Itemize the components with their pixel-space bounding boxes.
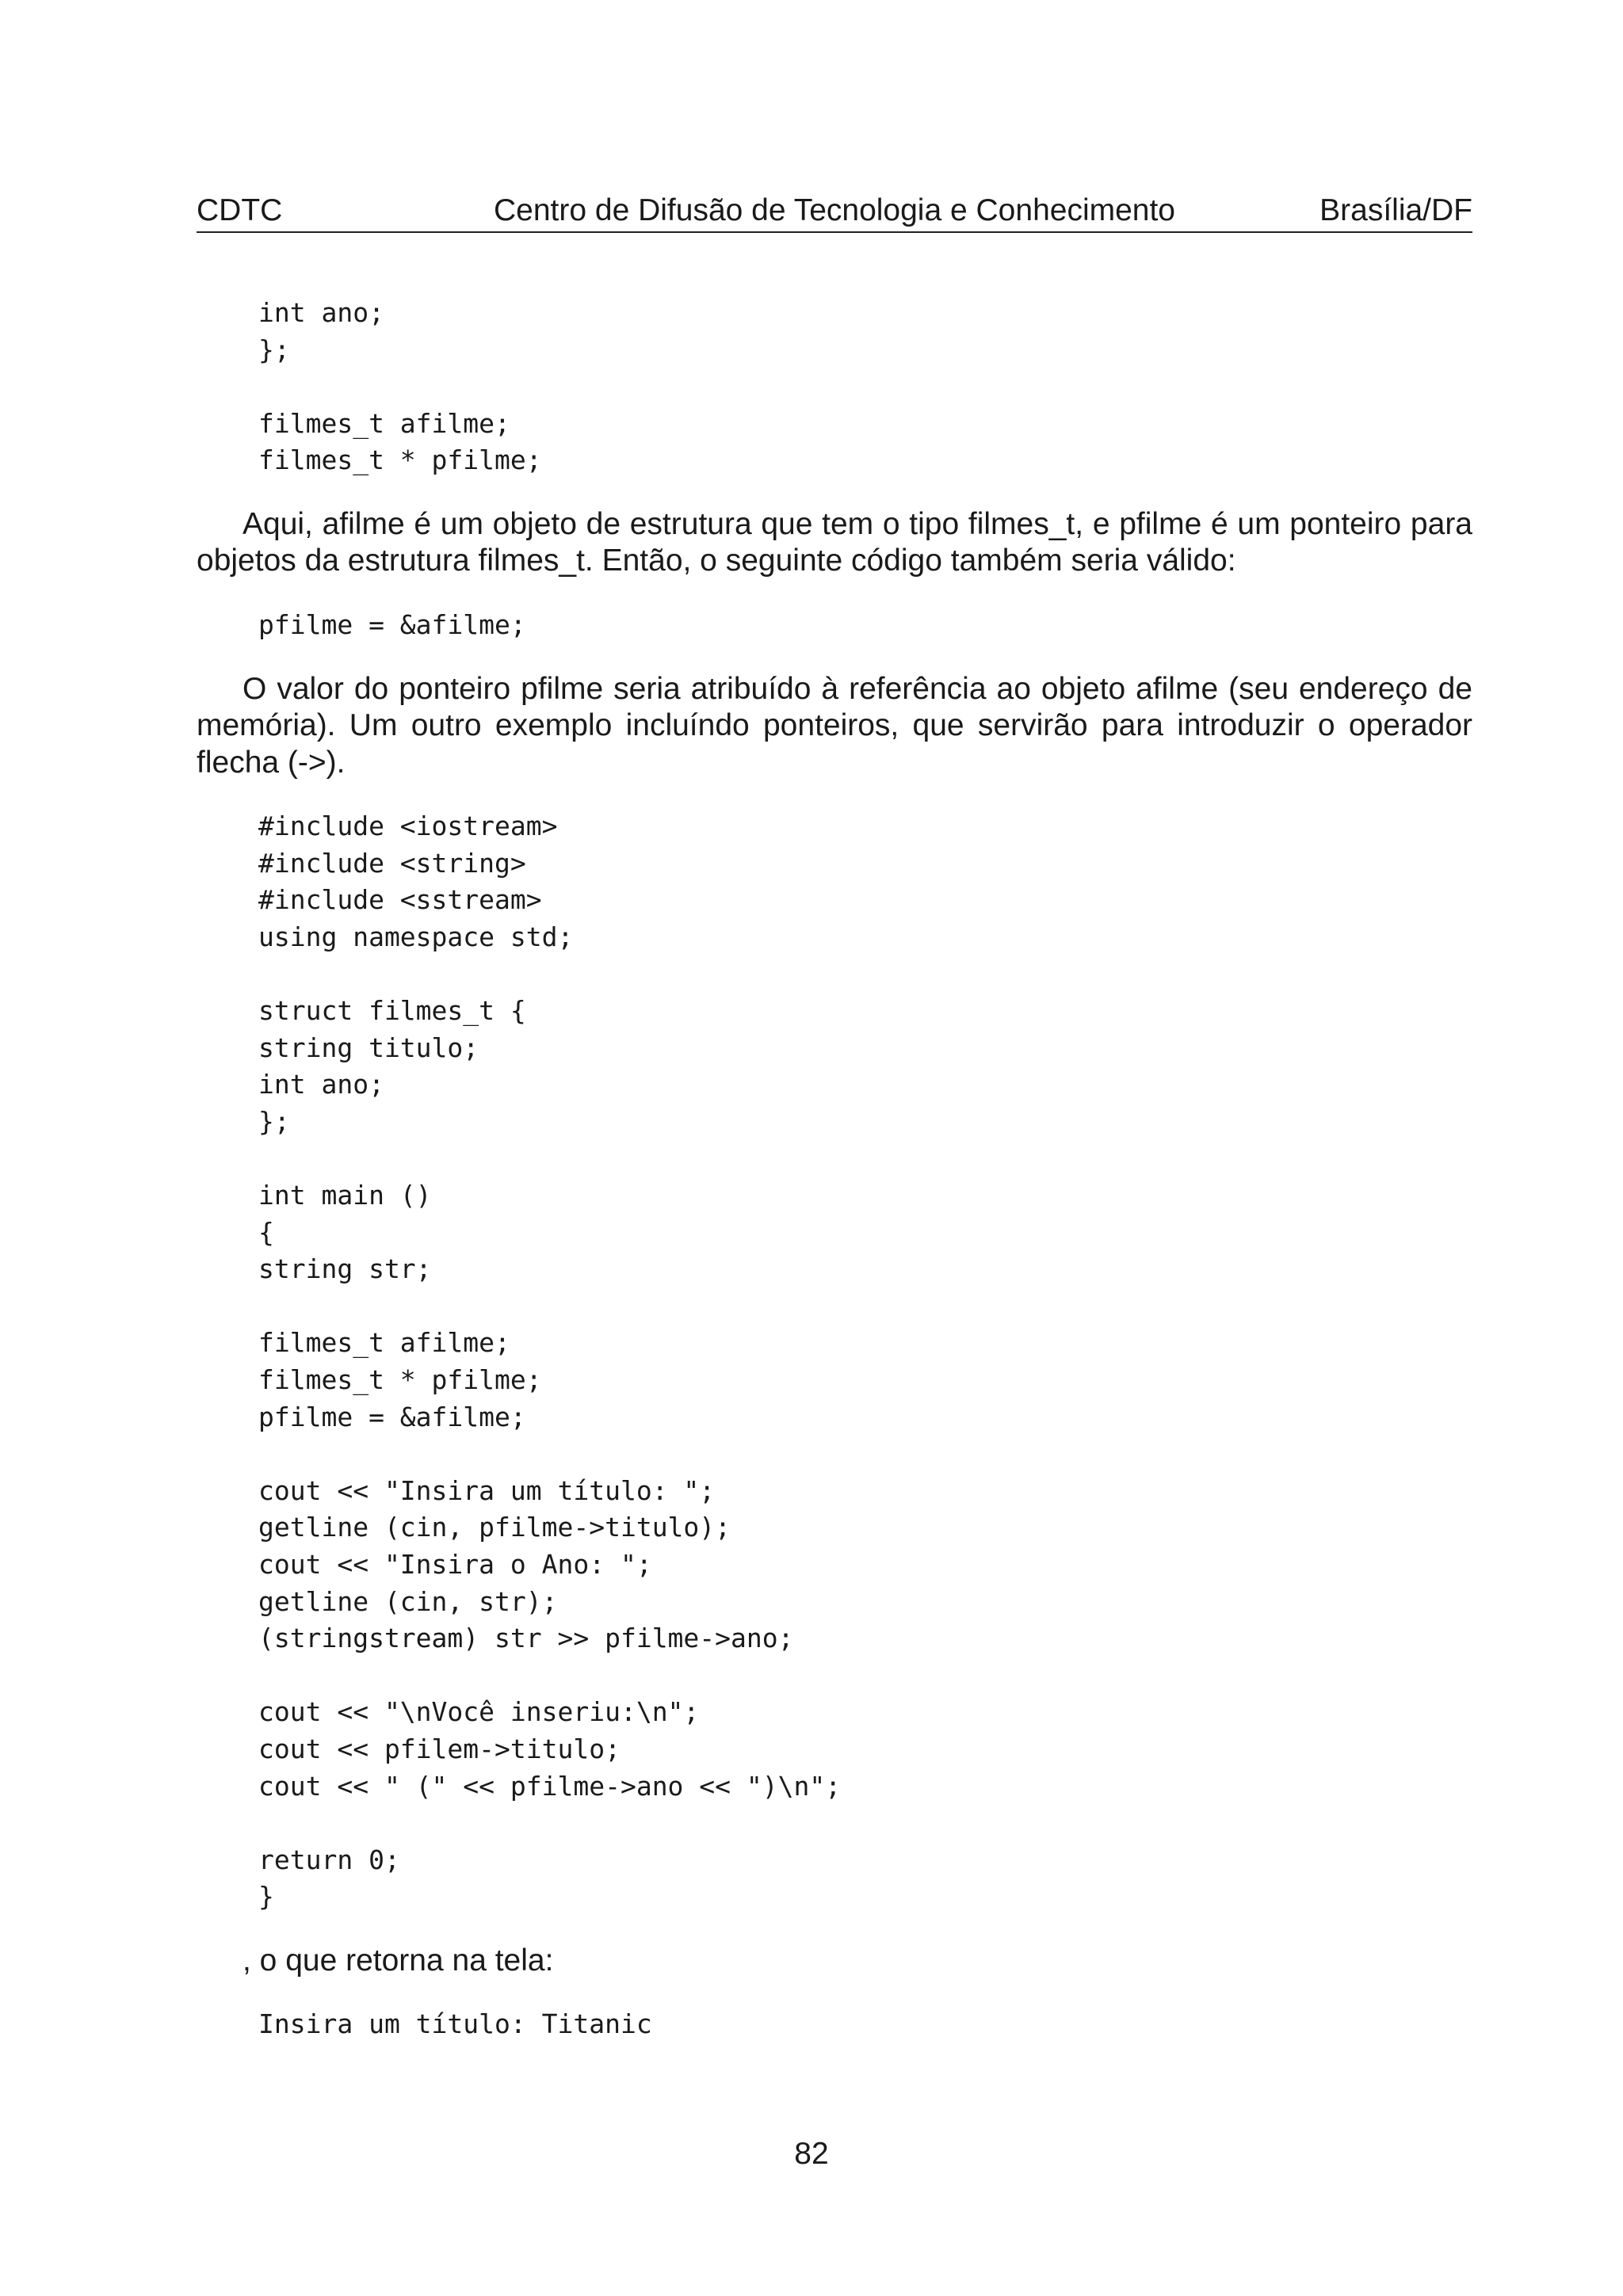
header-right: Brasília/DF (1319, 193, 1472, 227)
code-line: getline (cin, str); (258, 1585, 558, 1617)
code-line: cout << " (" << pfilme->ano << ")\n"; (258, 1770, 842, 1802)
code-line: return 0; (258, 1844, 400, 1875)
code-line: struct filmes_t { (258, 995, 526, 1027)
code-line: cout << "Insira o Ano: "; (258, 1548, 652, 1580)
code-line: cout << "\nVocê inseriu:\n"; (258, 1696, 700, 1728)
code-line: getline (cin, pfilme->titulo); (258, 1512, 731, 1543)
code-line: filmes_t * pfilme; (258, 444, 542, 476)
code-line: { (258, 1216, 274, 1248)
code-line: cout << pfilem->titulo; (258, 1733, 621, 1764)
code-line: int ano; (258, 1069, 384, 1100)
code-line (258, 1805, 1472, 1842)
code-line (258, 368, 1472, 406)
code-line: filmes_t afilme; (258, 1327, 510, 1359)
code-line (258, 1288, 1472, 1325)
code-line: #include <iostream> (258, 810, 558, 842)
code-line: using namespace std; (258, 921, 574, 952)
code-line: string titulo; (258, 1032, 479, 1063)
header-center: Centro de Difusão de Tecnologia e Conhecimento (494, 193, 1175, 227)
code-line: int ano; (258, 297, 384, 328)
page-content (197, 295, 1472, 2043)
code-line (258, 1140, 1472, 1177)
code-line: cout << "Insira um título: "; (258, 1474, 716, 1506)
code-line: }; (258, 1105, 290, 1137)
code-line: int main () (258, 1180, 432, 1211)
code-block-1 (258, 295, 1472, 479)
code-line: }; (258, 334, 290, 365)
code-line (258, 1657, 1472, 1695)
code-line: filmes_t afilme; (258, 407, 510, 439)
code-block-2 (258, 607, 1472, 644)
code-line: filmes_t * pfilme; (258, 1363, 542, 1395)
code-block-3 (258, 808, 1472, 1916)
paragraph-1: Aqui, afilme é um objeto de estrutura que tem o tipo filmes_t, e pfilme é um ponteiro para objetos da estrutura filmes_t. Então, o seguinte código também seria válido: (197, 506, 1472, 578)
page-header (197, 190, 1472, 233)
page-number: 82 (794, 2137, 829, 2171)
code-line: pfilme = &afilme; (258, 608, 526, 640)
header-left: CDTC (197, 193, 283, 227)
code-line: #include <string> (258, 847, 526, 879)
code-line: pfilme = &afilme; (258, 1401, 526, 1432)
code-line: #include <sstream> (258, 884, 542, 916)
code-block-4 (258, 2006, 1472, 2043)
paragraph-3: , o que retorna na tela: (242, 1943, 554, 1978)
paragraph-2: O valor do ponteiro pfilme seria atribuído à referência ao objeto afilme (seu endereço de memória). Um outro exemplo incluíndo ponteiros, que servirão para introduzir o operador flecha (->). (197, 671, 1472, 780)
code-line (258, 955, 1472, 993)
code-line: (stringstream) str >> pfilme->ano; (258, 1623, 794, 1654)
code-line: Insira um título: Titanic (258, 2008, 652, 2040)
code-line (258, 1436, 1472, 1473)
code-line: string str; (258, 1253, 432, 1285)
code-line: } (258, 1881, 274, 1913)
